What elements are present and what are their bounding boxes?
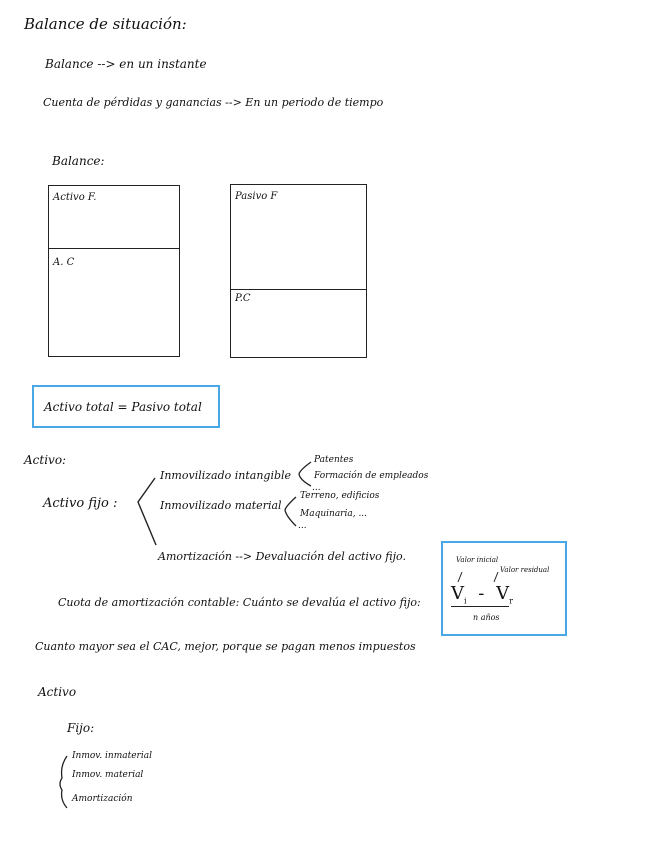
fraction-bar (451, 606, 509, 607)
amortizacion-line: Amortización --> Devaluación del activo fijo. (158, 550, 406, 563)
activo-fijo-title: Activo fijo : (43, 496, 118, 511)
cac-line: Cuanto mayor sea el CAC, mejor, porque se pagan menos impuestos (35, 640, 416, 653)
intangible-item-etc: ... (312, 483, 321, 493)
inmovilizado-intangible: Inmovilizado intangible (160, 469, 292, 482)
balance-instante-line: Balance --> en un instante (45, 57, 207, 71)
vr-symbol: V (496, 583, 510, 604)
valor-inicial-note: Valor inicial (456, 556, 499, 564)
formula-numerator (451, 585, 513, 606)
activo-corriente-label: A. C (53, 257, 75, 268)
page-title: Balance de situación: (24, 15, 187, 33)
activo-section-label: Activo: (24, 453, 67, 467)
intangible-item-patentes: Patentes (314, 455, 354, 465)
minus-sign: - (478, 583, 485, 604)
fijo-item-material: Inmov. material (72, 770, 144, 780)
vi-subscript: i (464, 596, 467, 606)
material-item-terreno: Terreno, edificios (300, 491, 380, 501)
activo-fijo-label: Activo F. (53, 192, 97, 203)
material-item-etc: ... (298, 521, 307, 531)
vr-subscript: r (509, 596, 513, 606)
balance-title: Balance: (52, 154, 105, 168)
cuota-amortizacion-line: Cuota de amortización contable: Cuánto se devalúa el activo fijo: (58, 596, 421, 609)
intangible-item-formacion: Formación de empleados (314, 471, 429, 481)
bottom-fijo-label: Fijo: (67, 721, 95, 735)
fijo-items-brace (60, 756, 67, 808)
material-item-maquinaria: Maquinaria, ... (300, 509, 368, 519)
pasivo-corriente-label: P.C (235, 293, 251, 304)
pasivo-fijo-label: Pasivo F (235, 191, 278, 202)
material-brace (285, 497, 296, 526)
intangible-brace (299, 462, 311, 486)
fijo-item-amortizacion: Amortización (72, 794, 133, 804)
fijo-item-inmaterial: Inmov. inmaterial (72, 751, 152, 761)
formula-denominator: n años (473, 613, 500, 622)
formula-box (441, 541, 567, 636)
equation-text: Activo total = Pasivo total (44, 400, 202, 414)
bottom-activo-label: Activo (38, 685, 77, 699)
cuenta-pyg-line: Cuenta de pérdidas y ganancias --> En un periodo de tiempo (43, 96, 384, 109)
inmovilizado-material: Inmovilizado material (160, 499, 282, 512)
activo-fijo-brace (138, 478, 156, 545)
valor-residual-note: Valor residual (500, 566, 550, 574)
vi-symbol: V (451, 583, 464, 604)
